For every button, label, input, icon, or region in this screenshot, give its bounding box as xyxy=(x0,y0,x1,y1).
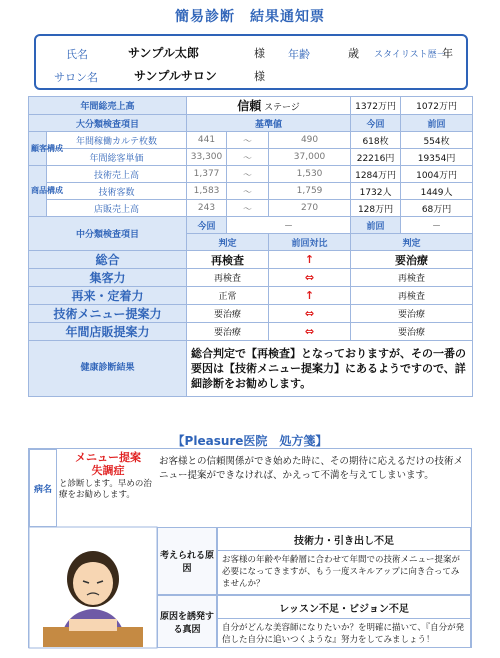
row-label: 店販売上高 xyxy=(47,200,187,217)
row-max: 37,000 xyxy=(269,149,351,166)
middle-previous-value: － xyxy=(401,217,473,234)
row-previous: 1004万円 xyxy=(401,166,473,183)
compare-label: 前回対比 xyxy=(269,234,351,251)
middle-row-previous: 要治療 xyxy=(351,251,473,269)
major-header-previous: 前回 xyxy=(401,115,473,132)
table-row xyxy=(29,183,473,200)
middle-row-label: 総合 xyxy=(29,251,187,269)
major-header-row xyxy=(29,115,473,132)
row-min: 243 xyxy=(187,200,227,217)
row-min: 1,377 xyxy=(187,166,227,183)
middle-row-arrow: ⇔ xyxy=(269,323,351,341)
cause-label: 考えられる原因 xyxy=(157,527,217,595)
table-row xyxy=(29,323,473,341)
table-row xyxy=(29,305,473,323)
row-sep: ～ xyxy=(227,132,269,149)
row-min: 441 xyxy=(187,132,227,149)
salon-label: サロン名 xyxy=(54,71,98,84)
name-label: 氏名 xyxy=(66,48,88,61)
cause-block xyxy=(217,527,471,595)
row-sep: ～ xyxy=(227,200,269,217)
table-row xyxy=(29,200,473,217)
row-label: 技術客数 xyxy=(47,183,187,200)
middle-row-current: 再検査 xyxy=(187,269,269,287)
row-max: 270 xyxy=(269,200,351,217)
diagnosis-text: 総合判定で【再検査】となっておりますが、その一番の要因は【技術メニュー提案力】にあるようですので、詳細診断をお勧めします。 xyxy=(187,341,473,397)
major-header-standard: 基準値 xyxy=(187,115,351,132)
middle-current-label: 今回 xyxy=(187,217,227,234)
prescription-title: 【Pleasure医院 処方箋】 xyxy=(172,434,328,448)
page-title: 簡易診断 結果通知票 xyxy=(175,9,325,25)
age-unit: 歳 xyxy=(348,47,359,60)
middle-row-previous: 要治療 xyxy=(351,305,473,323)
table-row xyxy=(29,166,473,183)
salon-name: サンプルサロン xyxy=(134,69,217,83)
diagnosis-label: 健康診断結果 xyxy=(29,341,187,397)
diagnosis-row xyxy=(29,341,473,397)
row-min: 1,583 xyxy=(187,183,227,200)
row-sep: ～ xyxy=(227,183,269,200)
judge2-label: 判定 xyxy=(351,234,473,251)
middle-row-current: 再検査 xyxy=(187,251,269,269)
table-row xyxy=(29,132,473,149)
middle-row-current: 要治療 xyxy=(187,305,269,323)
middle-row-label: 技術メニュー提案力 xyxy=(29,305,187,323)
root-cause-text: 自分がどんな美容師になりたいか？を明確に描いて、『自分が発信した自分に追いつくような』努力をしてみましょう！ xyxy=(218,618,470,649)
row-previous: 1449人 xyxy=(401,183,473,200)
row-current: 1284万円 xyxy=(351,166,401,183)
middle-row-current: 要治療 xyxy=(187,323,269,341)
row-current: 618枚 xyxy=(351,132,401,149)
root-cause-title: レッスン不足・ビジョン不足 xyxy=(279,604,409,615)
row-max: 1,759 xyxy=(269,183,351,200)
group-label: 商品構成 xyxy=(29,166,47,217)
row-sep: ～ xyxy=(227,149,269,166)
summary-previous: 1072万円 xyxy=(401,97,473,115)
summary-label: 年間総売上高 xyxy=(29,97,187,115)
table-row xyxy=(29,269,473,287)
major-header-current: 今回 xyxy=(351,115,401,132)
client-info-box xyxy=(34,34,468,90)
middle-row-previous: 再検査 xyxy=(351,287,473,305)
middle-row-current: 正常 xyxy=(187,287,269,305)
client-name: サンプル太郎 xyxy=(128,46,199,60)
summary-stage: 信頼 ステージ xyxy=(187,97,351,115)
cause-text: お客様の年齢や年齢層に合わせて年間での技術メニュー提案が必要になってきますが、もう一度スキルアップに向き合ってみませんか？ xyxy=(218,550,470,593)
row-previous: 19354円 xyxy=(401,149,473,166)
middle-row-arrow: ⇔ xyxy=(269,305,351,323)
salon-suffix: 様 xyxy=(254,70,265,83)
summary-current: 1372万円 xyxy=(351,97,401,115)
disease-note: と診断します。早めの治療をお勧めします。 xyxy=(59,479,152,500)
row-current: 128万円 xyxy=(351,200,401,217)
row-sep: ～ xyxy=(227,166,269,183)
middle-row-arrow: ↑ xyxy=(269,287,351,305)
row-previous: 554枚 xyxy=(401,132,473,149)
disease-label: 病名 xyxy=(29,449,57,527)
middle-row-arrow: ⇔ xyxy=(269,269,351,287)
row-label: 技術売上高 xyxy=(47,166,187,183)
cause-title: 技術力・引き出し不足 xyxy=(294,536,394,547)
middle-header: 中分類検査項目 xyxy=(29,217,187,251)
stylist-unit: 年 xyxy=(442,47,453,60)
row-max: 1,530 xyxy=(269,166,351,183)
middle-row-label: 再来・定着力 xyxy=(29,287,187,305)
prescription-overview: お客様との信頼関係ができ始めた時に、その期待に応えるだけの技術メニュー提案ができなければ、かえって不満を与えてしまいます。 xyxy=(159,456,464,481)
table-row xyxy=(29,251,473,269)
results-table xyxy=(28,96,473,397)
middle-previous-label: 前回 xyxy=(351,217,401,234)
middle-header-row xyxy=(29,217,473,234)
row-label: 年間稼働カルテ枚数 xyxy=(47,132,187,149)
root-cause-label: 原因を誘発する真因 xyxy=(157,595,217,648)
middle-row-label: 集客力 xyxy=(29,269,187,287)
row-current: 1732人 xyxy=(351,183,401,200)
middle-row-label: 年間店販提案力 xyxy=(29,323,187,341)
table-row xyxy=(29,287,473,305)
table-row xyxy=(29,149,473,166)
row-previous: 68万円 xyxy=(401,200,473,217)
row-current: 22216円 xyxy=(351,149,401,166)
worried-person-illustration xyxy=(29,527,157,648)
judge-label: 判定 xyxy=(187,234,269,251)
name-suffix: 様 xyxy=(254,47,265,60)
root-cause-block xyxy=(217,595,471,648)
middle-row-arrow: ↑ xyxy=(269,251,351,269)
major-header-item: 大分類検査項目 xyxy=(29,115,187,132)
disease-block xyxy=(59,451,157,525)
middle-row-previous: 要治療 xyxy=(351,323,473,341)
middle-row-previous: 再検査 xyxy=(351,269,473,287)
row-label: 年間総客単価 xyxy=(47,149,187,166)
prescription-box xyxy=(28,448,472,648)
stylist-label: スタイリスト歴－ xyxy=(374,50,446,60)
disease-name: メニュー提案 失調症 xyxy=(75,451,141,477)
row-max: 490 xyxy=(269,132,351,149)
summary-row xyxy=(29,97,473,115)
row-min: 33,300 xyxy=(187,149,227,166)
middle-current-value: － xyxy=(227,217,351,234)
age-label: 年齢 xyxy=(288,48,310,61)
group-label: 顧客構成 xyxy=(29,132,47,166)
